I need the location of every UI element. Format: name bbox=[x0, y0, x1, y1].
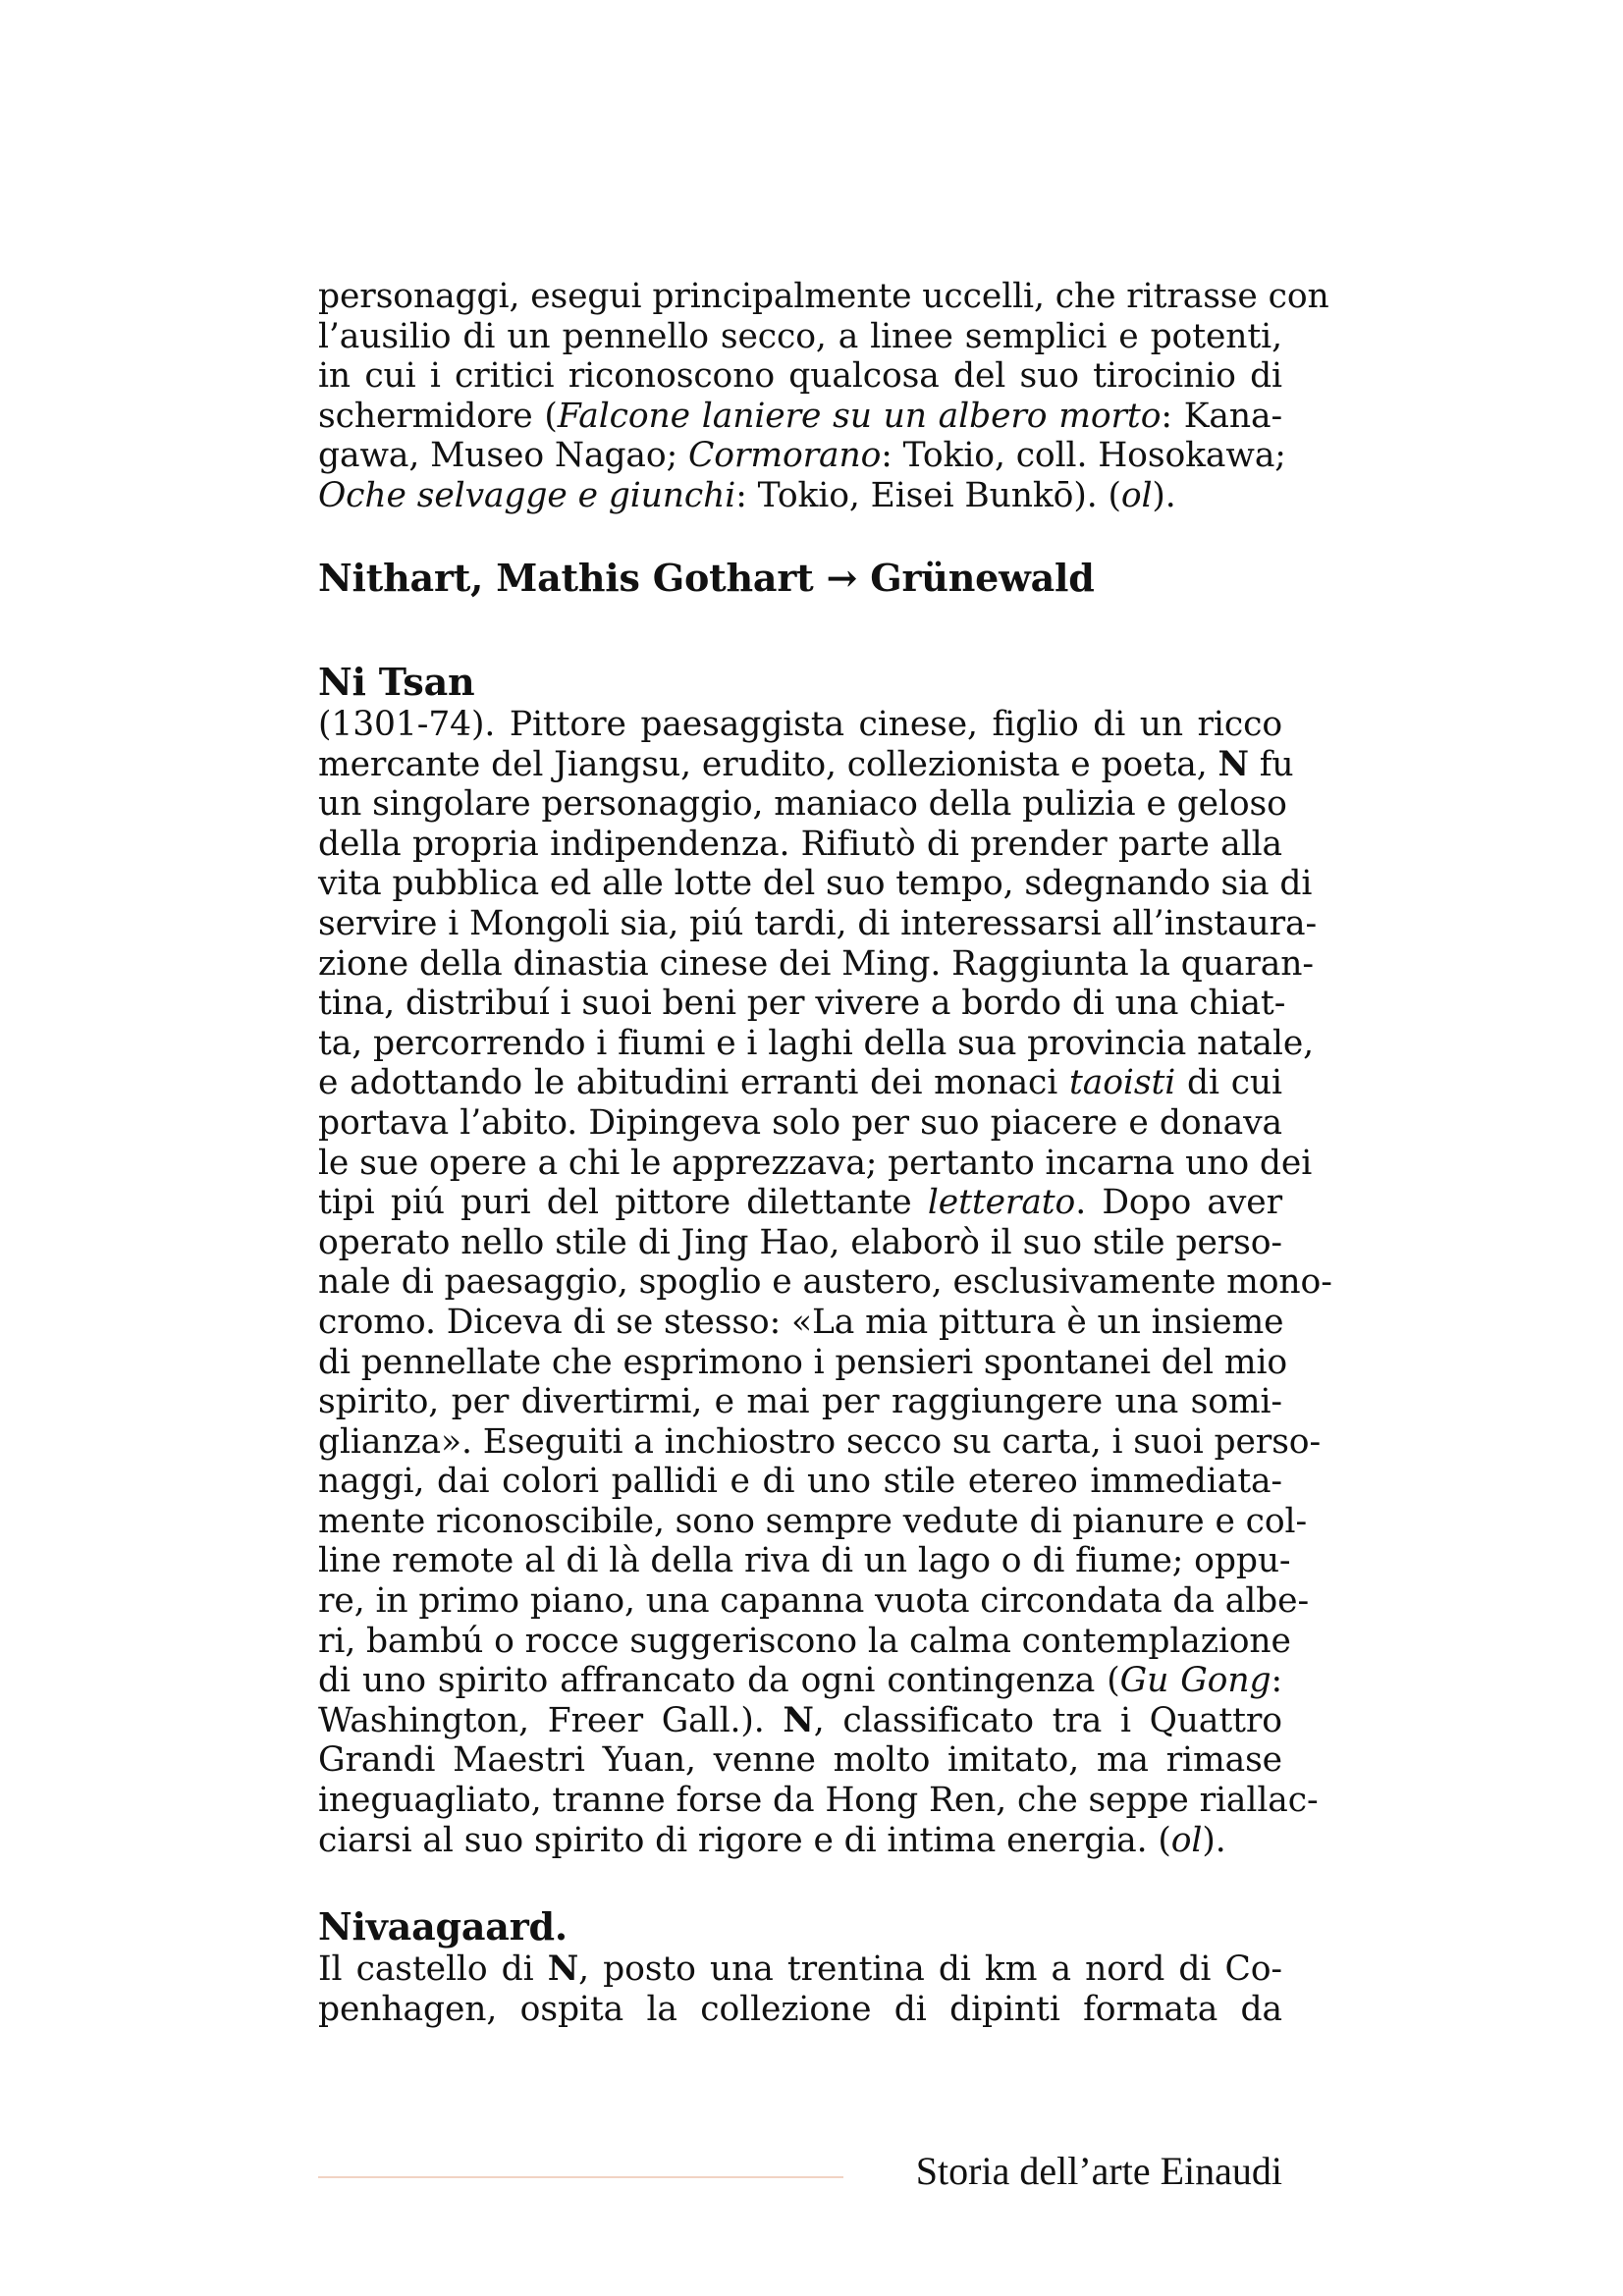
text-line: le sue opere a chi le apprezzava; pertanto incarna uno dei bbox=[318, 1143, 1313, 1183]
text-line: servire i Mongoli sia, piú tardi, di interessarsi all’instaura- bbox=[318, 903, 1318, 943]
text-run: mercante del Jiangsu, erudito, collezionista e poeta, bbox=[318, 744, 1218, 784]
text-line: di pennellate che esprimono i pensieri spontanei del mio bbox=[318, 1342, 1288, 1382]
text-run: di uno spirito affrancato da ogni contingenza ( bbox=[318, 1661, 1120, 1701]
text-line: Grandi Maestri Yuan, venne molto imitato, ma rimase bbox=[318, 1740, 1282, 1781]
text-line: in cui i critici riconoscono qualcosa del suo tirocinio di bbox=[318, 356, 1282, 397]
artwork-title: Falcone laniere su un albero morto bbox=[557, 396, 1162, 436]
text-run: : Tokio, coll. Hosokawa; bbox=[881, 436, 1286, 476]
text-line: (1301-74). Pittore paesaggista cinese, figlio di un ricco bbox=[318, 705, 1282, 744]
text-line: zione della dinastia cinese dei Ming. Raggiunta la quaran- bbox=[318, 943, 1314, 984]
italic-term: letterato bbox=[927, 1183, 1076, 1223]
text-run: . Dopo aver bbox=[1075, 1183, 1282, 1223]
text-line bbox=[318, 397, 1282, 437]
text-run: e adottando le abitudini erranti dei monaci bbox=[318, 1063, 1070, 1103]
text-line: tina, distribuí i suoi beni per vivere a bordo di una chiat- bbox=[318, 984, 1286, 1024]
text-line bbox=[318, 1063, 1282, 1103]
text-line: naggi, dai colori pallidi e di uno stile etereo immediata- bbox=[318, 1462, 1282, 1502]
text-run: , posto una trentina di km a nord di Co- bbox=[578, 1949, 1282, 1989]
text-run: : Kana- bbox=[1161, 396, 1282, 436]
text-line: nale di paesaggio, spoglio e austero, esclusivamente mono- bbox=[318, 1262, 1332, 1303]
text-line: cromo. Diceva di se stesso: «La mia pittura è un insieme bbox=[318, 1302, 1284, 1342]
text-line bbox=[318, 1701, 1282, 1741]
text-line bbox=[318, 436, 1286, 476]
text-line: ri, bambú o rocce suggeriscono la calma contemplazione bbox=[318, 1621, 1291, 1661]
text-run: Il castello di bbox=[318, 1949, 548, 1989]
text-line: personaggi, esegui principalmente uccelli, che ritrasse con bbox=[318, 277, 1329, 316]
text-line bbox=[318, 1821, 1282, 1861]
text-run: , classificato tra i Quattro bbox=[813, 1700, 1282, 1740]
text-line: ineguagliato, tranne forse da Hong Ren, che seppe riallac- bbox=[318, 1781, 1319, 1821]
text-line: spirito, per divertirmi, e mai per raggiungere una somi- bbox=[318, 1382, 1282, 1422]
text-run: ). bbox=[1152, 475, 1176, 515]
text-line bbox=[318, 476, 1282, 516]
text-run: fu bbox=[1248, 744, 1294, 784]
text-line: line remote al di là della riva di un lago o di fiume; oppu- bbox=[318, 1541, 1291, 1581]
entry-nivaagaard bbox=[318, 1904, 1282, 2029]
text-line bbox=[318, 1661, 1282, 1701]
entry-headword: Nivaagaard. bbox=[318, 1904, 568, 1949]
text-line: un singolare personaggio, maniaco della pulizia e geloso bbox=[318, 784, 1287, 825]
author-initials: ol bbox=[1170, 1820, 1203, 1860]
arrow-icon: → bbox=[826, 556, 858, 600]
text-run: : bbox=[1271, 1661, 1282, 1701]
entry-ni-tsan bbox=[318, 660, 1332, 1860]
entry-body bbox=[318, 705, 1332, 1860]
text-run: : Tokio, Eisei Bunkō). ( bbox=[735, 475, 1121, 515]
footer-rule bbox=[318, 2176, 843, 2178]
text-run: ciarsi al suo spirito di rigore e di intima energia. ( bbox=[318, 1820, 1171, 1860]
paragraph bbox=[318, 277, 1329, 516]
cross-reference-target[interactable]: Grünewald bbox=[870, 556, 1095, 600]
text-run: ). bbox=[1202, 1820, 1226, 1860]
text-line: portava l’abito. Dipingeva solo per suo piacere e donava bbox=[318, 1102, 1282, 1143]
artwork-title: Oche selvagge e giunchi bbox=[318, 475, 736, 515]
text-run: Washington, Freer Gall.). bbox=[318, 1700, 784, 1740]
entry-abbreviation: N bbox=[1217, 744, 1249, 784]
text-line bbox=[318, 1183, 1282, 1223]
cross-reference-entry bbox=[318, 556, 1095, 601]
text-line: ta, percorrendo i fiumi e i laghi della sua provincia natale, bbox=[318, 1023, 1315, 1063]
entry-abbreviation: N bbox=[547, 1949, 579, 1989]
author-initials: ol bbox=[1120, 475, 1153, 515]
entry-headword: Ni Tsan bbox=[318, 660, 475, 704]
text-run: di cui bbox=[1175, 1063, 1282, 1103]
italic-term: taoisti bbox=[1069, 1063, 1176, 1103]
text-line: operato nello stile di Jing Hao, elaborò il suo stile perso- bbox=[318, 1222, 1282, 1262]
text-line: glianza». Eseguiti a inchiostro secco su carta, i suoi perso- bbox=[318, 1421, 1322, 1462]
page-footer bbox=[318, 2144, 1282, 2203]
text-line: vita pubblica ed alle lotte del suo tempo, sdegnando sia di bbox=[318, 864, 1313, 904]
text-line bbox=[318, 1949, 1282, 1990]
entry-abbreviation: N bbox=[783, 1700, 814, 1740]
text-run: schermidore ( bbox=[318, 396, 558, 436]
text-line: re, in primo piano, una capanna vuota circondata da albe- bbox=[318, 1581, 1310, 1622]
artwork-title: Cormorano bbox=[687, 436, 882, 476]
entry-name: Nithart, Mathis Gothart bbox=[318, 556, 814, 600]
text-line bbox=[318, 744, 1294, 785]
cross-reference-heading bbox=[318, 556, 1095, 601]
text-run: tipi piú puri del pittore dilettante bbox=[318, 1183, 928, 1223]
publication-title: Storia dell’arte Einaudi bbox=[915, 2149, 1282, 2193]
text-line: mente riconoscibile, sono sempre vedute di pianure e col- bbox=[318, 1501, 1308, 1541]
entry-body bbox=[318, 1949, 1282, 2029]
text-line: l’ausilio di un pennello secco, a linee semplici e potenti, bbox=[318, 316, 1282, 356]
artwork-title: Gu Gong bbox=[1119, 1661, 1271, 1701]
text-line: penhagen, ospita la collezione di dipinti formata da bbox=[318, 1989, 1282, 2029]
previous-entry-continuation bbox=[318, 277, 1329, 516]
text-line: della propria indipendenza. Rifiutò di prender parte alla bbox=[318, 824, 1282, 864]
text-run: gawa, Museo Nagao; bbox=[318, 436, 688, 476]
